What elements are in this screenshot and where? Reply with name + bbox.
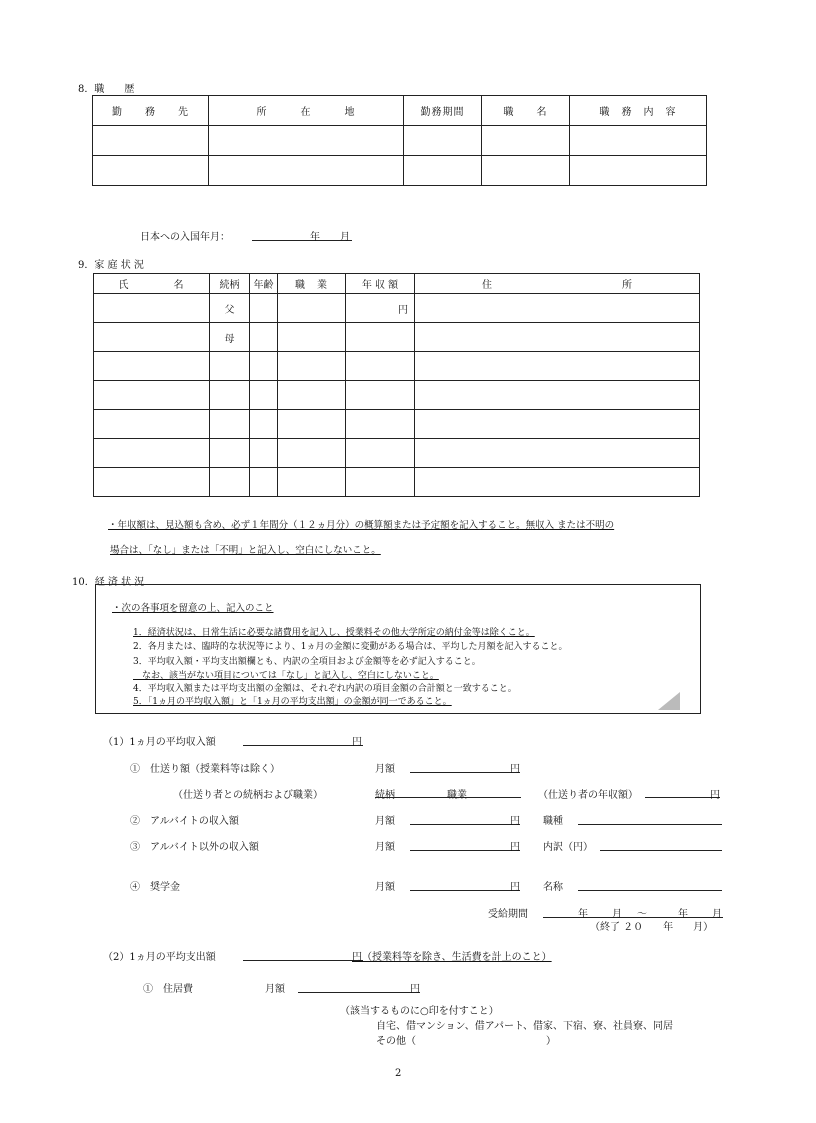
circle-instruction: （該当するものに○印を付すこと） [340,1006,499,1017]
period-label: 受給期間 [488,909,528,920]
avg-income-field[interactable] [243,745,363,746]
sender-income-field[interactable] [645,797,720,798]
section-9-title: 9．家 庭 状 況 [78,260,144,271]
period-tilde: ～ [637,909,647,920]
table-row[interactable] [93,156,707,186]
entry-date-field[interactable] [252,240,352,241]
avg-expense-field[interactable] [243,960,363,961]
allowance-amount-field[interactable] [410,772,520,773]
breakdown-label: 内訳（円） [543,842,593,853]
income-note-line2: 場合は、「なし」または「不明」と記入し、空白にしないこと。 [110,545,381,556]
allowance-label: ① 仕送り額（授業料等は除く） [130,764,280,775]
family-table [93,273,700,497]
section-10-title: 10．経 済 状 況 [72,577,145,588]
occupation-label: 職業 [447,790,467,801]
allowance-monthly-label: 月額 [375,764,395,775]
table-row[interactable] [94,323,700,352]
table-row[interactable] [94,410,700,439]
instructions-heading: ・次の各事項を留意の上、記入のこと [112,603,274,614]
parttime-monthly-label: 月額 [375,816,395,827]
other-income-label: ③ アルバイト以外の収入額 [130,842,259,853]
page-number: 2 [395,1068,402,1079]
header-relation: 続柄 [210,274,250,294]
period-end-note: （終了 ２０ 年 月） [590,922,714,933]
housing-label: ① 住居費 [143,984,193,995]
scholarship-amount-field[interactable] [410,890,520,891]
entry-date-label: 日本への入国年月： [140,232,230,243]
parttime-yen: 円 [510,816,520,827]
instruction-4: 4．平均収入額または平均支出額の金額は、それぞれ内訳の項目金額の合計額と一致すること。 [133,684,517,694]
instruction-2: 2．各月または、臨時的な状況等により、1ヵ月の金額に変動がある場合は、平均した月額を記入すること。 [133,642,568,652]
job-type-label: 職種 [543,816,563,827]
page-fold-corner [658,692,680,710]
header-location: 所 在 地 [209,96,404,126]
avg-expense-label: （2）1ヵ月の平均支出額 [103,952,216,963]
instruction-3b: なお、該当がない項目については「なし」と記入し、空白にしないこと。 [133,671,439,681]
parttime-label: ② アルバイトの収入額 [130,816,239,827]
table-row[interactable] [93,126,707,156]
period-end-year: 年 [678,909,688,920]
income-note-line1: ・年収額は、見込額も含め、必ず１年間分（１２ヵ月分）の概算額または予定額を記入すること。無収入 または不明の [108,520,615,531]
other-income-amount-field[interactable] [410,850,520,851]
other-income-monthly-label: 月額 [375,842,395,853]
other-income-yen: 円 [510,842,520,853]
sender-relation-label: （仕送り者との続柄および職業） [173,790,323,801]
sender-income-yen: 円 [710,790,720,801]
instruction-3: 3．平均収入額・平均支出額欄とも、内訳の全項目および金額等を必ず記入すること。 [133,657,481,667]
allowance-yen: 円 [510,764,520,775]
housing-options: 自宅、借マンション、借アパート、借家、下宿、寮、社員寮、同居 [376,1021,674,1032]
income-cell: 円 [346,294,415,323]
parttime-amount-field[interactable] [410,824,520,825]
breakdown-field[interactable] [600,850,722,851]
avg-income-yen: 円 [352,737,362,748]
header-position: 職 名 [482,96,570,126]
header-period: 勤務期間 [404,96,482,126]
avg-income-label: （1）1ヵ月の平均収入額 [103,737,216,748]
instruction-1: 1．経済状況は、日常生活に必要な諸費用を記入し、授業料その他大学所定の納付金等は除くこと。 [133,628,535,638]
scholarship-monthly-label: 月額 [375,882,395,893]
scholarship-label: ④ 奨学金 [130,882,180,893]
sender-relation-field[interactable] [375,797,521,798]
scholarship-name-label: 名称 [543,882,563,893]
housing-monthly-label: 月額 [265,984,285,995]
header-age: 年齢 [250,274,278,294]
job-type-field[interactable] [578,824,722,825]
avg-expense-note: 円（授業料等を除き、生活費を計上のこと） [352,952,552,963]
table-row[interactable] [94,439,700,468]
relation-cell: 父 [210,294,250,323]
housing-yen: 円 [410,984,420,995]
period-end-month: 月 [712,909,722,920]
income-cell [346,323,415,352]
header-address: 住 所 [415,274,700,294]
entry-month-label: 月 [340,232,350,243]
header-name: 氏 名 [94,274,210,294]
scholarship-name-field[interactable] [578,890,722,891]
table-row[interactable] [94,294,700,323]
relation-cell: 母 [210,323,250,352]
header-employer: 勤 務 先 [93,96,209,126]
header-income: 年 収 額 [346,274,415,294]
housing-other: その他（ ） [376,1036,556,1047]
table-row[interactable] [94,468,700,497]
table-row[interactable] [94,352,700,381]
period-start-month: 月 [612,909,622,920]
period-start-year: 年 [578,909,588,920]
table-row[interactable] [94,381,700,410]
relation-label: 続柄 [375,790,395,801]
sender-income-label: （仕送り者の年収額） [538,790,638,801]
entry-year-label: 年 [310,232,320,243]
header-occupation: 職 業 [278,274,346,294]
housing-amount-field[interactable] [298,992,420,993]
section-8-title: 8．職 歴 [78,84,135,95]
header-duties: 職 務 内 容 [570,96,707,126]
scholarship-yen: 円 [510,882,520,893]
work-history-table [92,95,707,186]
instruction-5: 5．「1ヵ月の平均収入額」と「1ヵ月の平均支出額」の金額が同一であること。 [133,697,452,707]
